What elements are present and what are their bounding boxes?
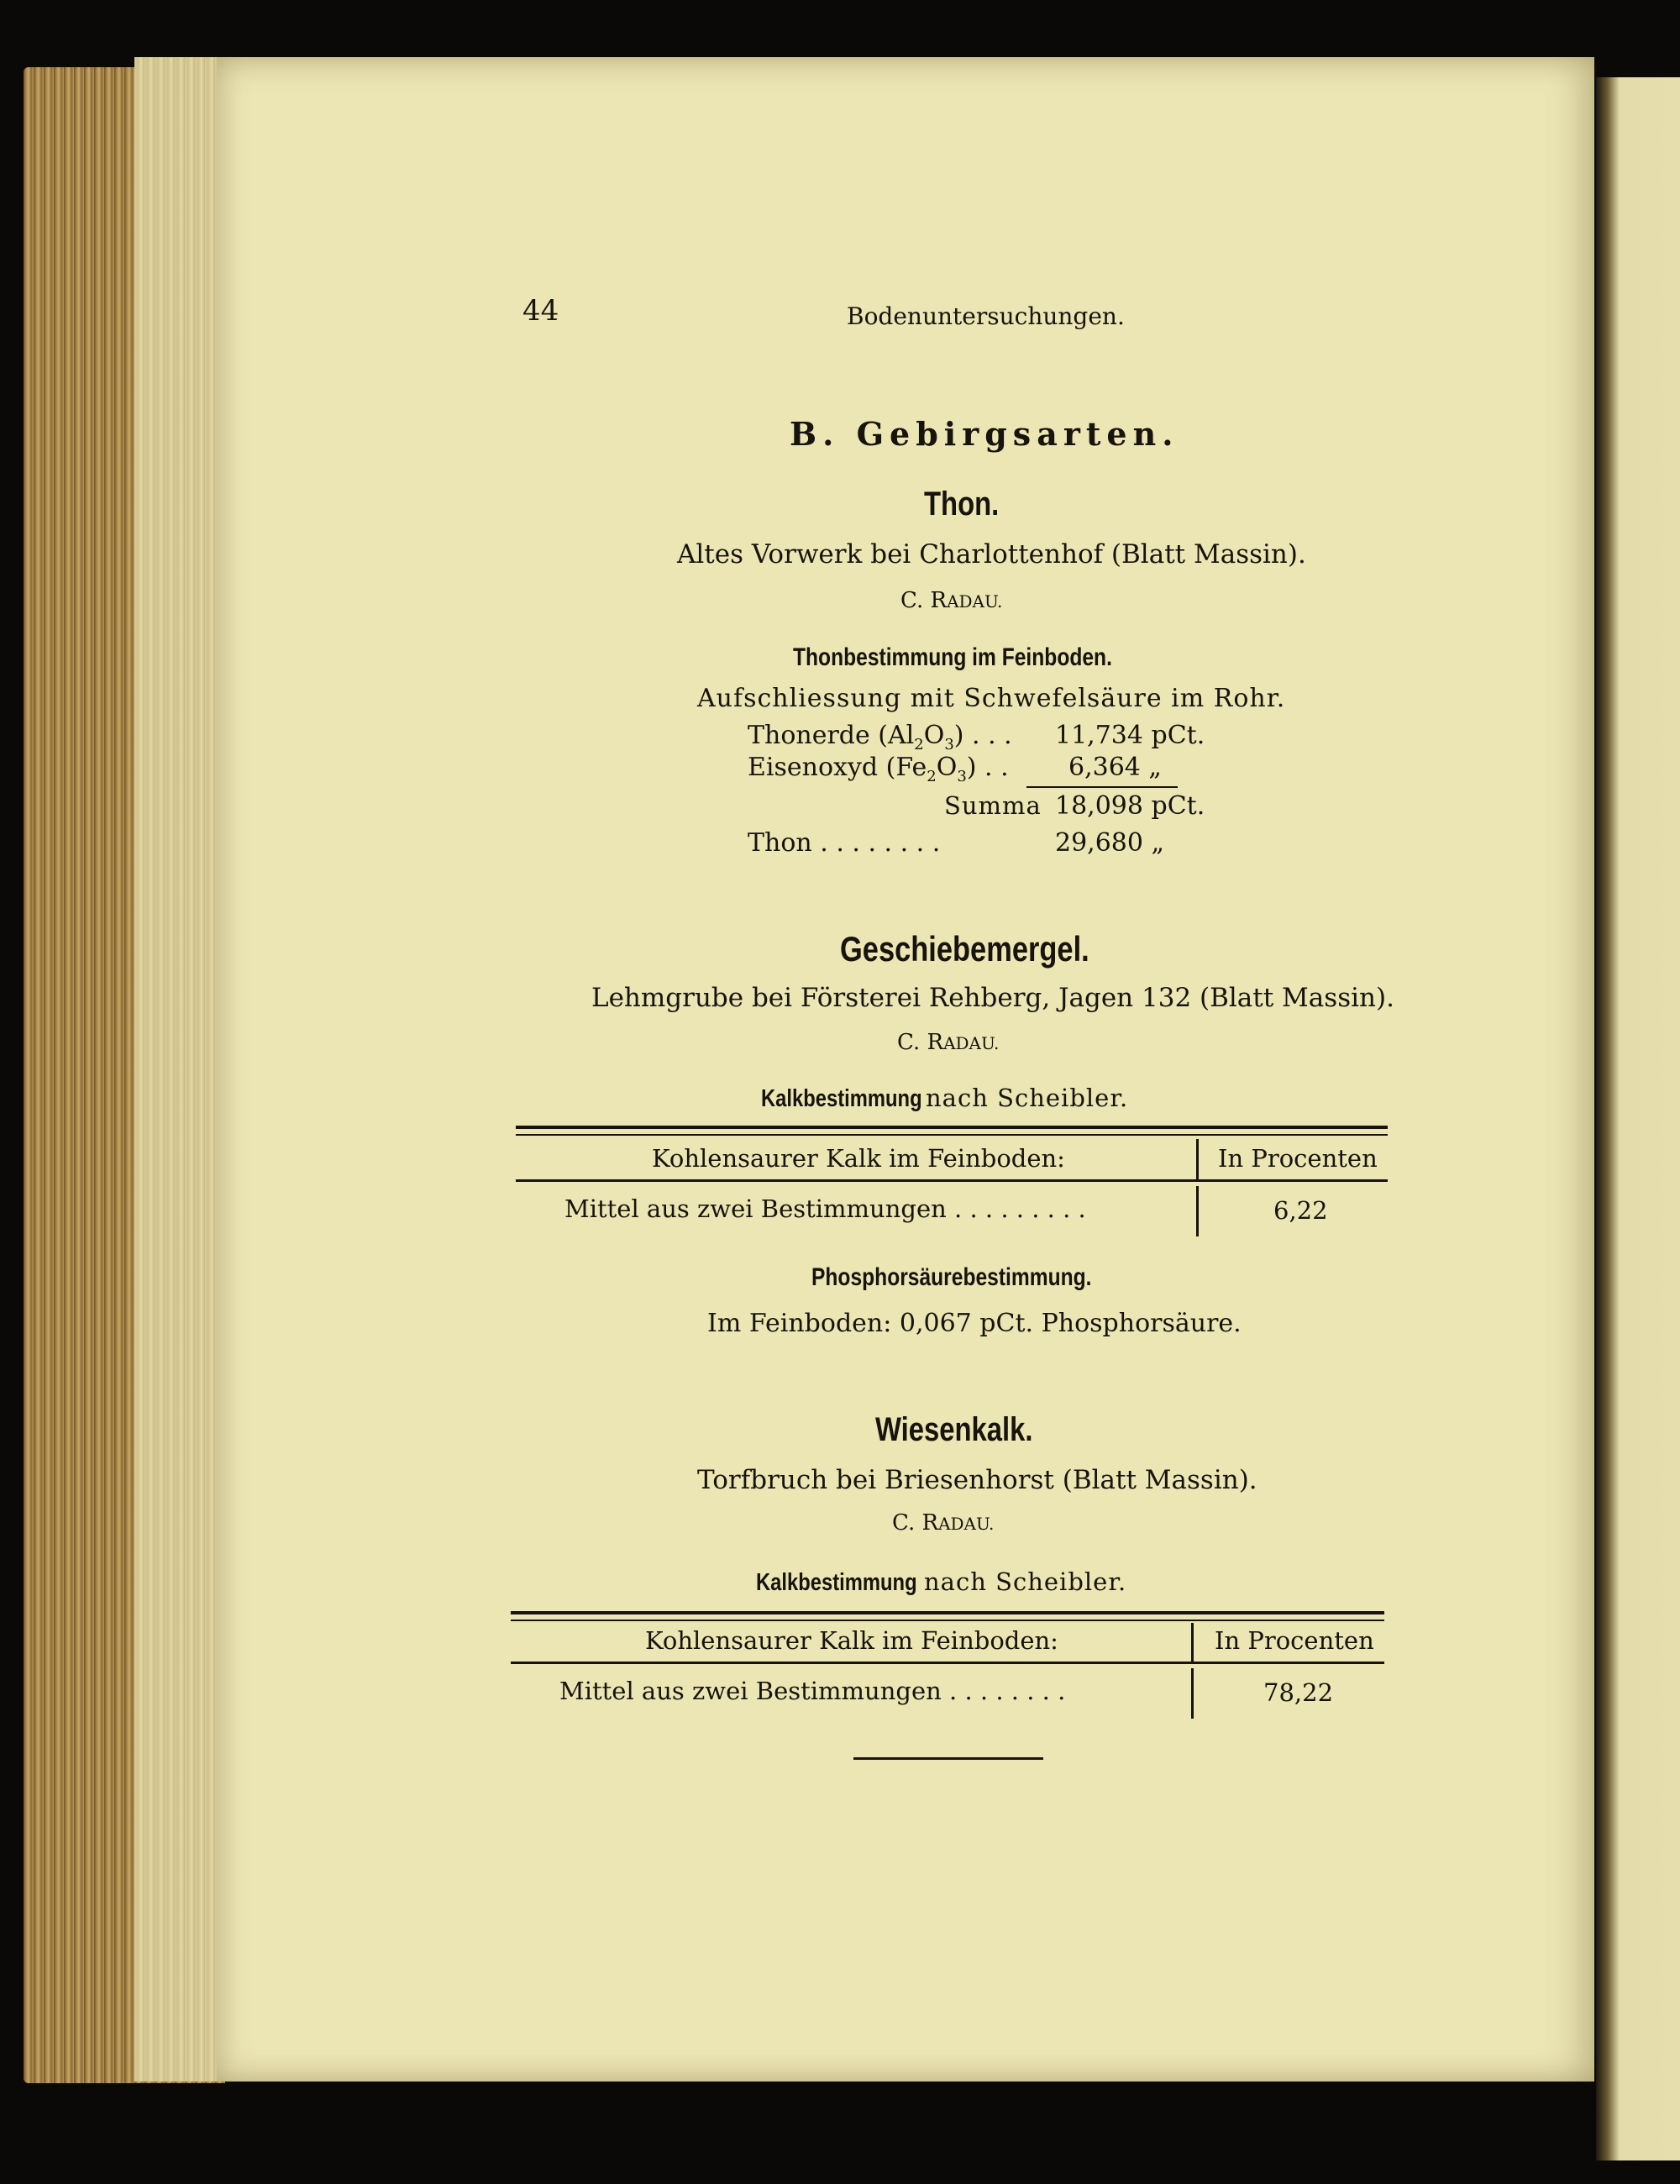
table-column-divider	[1196, 1139, 1199, 1179]
table-column-divider	[1191, 1623, 1194, 1662]
summa-label: Summa	[944, 791, 1042, 820]
sub-rest: nach Scheibler.	[926, 1084, 1129, 1112]
table-column-divider	[1196, 1186, 1199, 1236]
sub-bold: Kalkbestimmung	[761, 1085, 922, 1112]
table-top-rule	[511, 1611, 1384, 1614]
thon-heading: Thon.	[924, 486, 1000, 522]
table-row-value: 78,22	[1263, 1678, 1334, 1707]
thon-method: Aufschliessung mit Schwefelsäure im Rohr.	[697, 684, 1286, 713]
subscript: 2	[914, 736, 924, 753]
summa-value: 18,098 pCt.	[1055, 791, 1205, 821]
thon-location: Altes Vorwerk bei Charlottenhof (Blatt Massin).	[677, 539, 1306, 570]
page-stack-edge	[134, 57, 227, 2082]
table-top-rule-thin	[511, 1620, 1384, 1621]
thon-subheading: Thonbestimmung im Feinboden.	[793, 643, 1112, 671]
geschiebemergel-location: Lehmgrube bei Försterei Rehberg, Jagen 132 (Blatt Massin).	[591, 983, 1394, 1013]
eisenoxyd-label	[748, 753, 1009, 785]
phosphor-text: Im Feinboden: 0,067 pCt. Phosphorsäure.	[707, 1309, 1242, 1338]
thon-author	[900, 588, 1002, 613]
table-header-col1: Kohlensaurer Kalk im Feinboden:	[645, 1626, 1058, 1655]
label-mid: O	[923, 721, 945, 750]
thonerde-value: 11,734 pCt.	[1055, 721, 1205, 750]
wiesenkalk-author	[892, 1510, 994, 1536]
geschiebemergel-author	[897, 1030, 999, 1055]
label-mid: O	[936, 753, 958, 782]
subscript: 3	[957, 768, 967, 785]
section-title: B. Gebirgsarten.	[790, 415, 1179, 453]
table-top-rule	[516, 1126, 1388, 1129]
geschiebemergel-subheading	[761, 1084, 1128, 1113]
book-page	[217, 57, 1594, 2082]
sub-bold: Kalkbestimmung	[756, 1569, 917, 1596]
subscript: 3	[944, 736, 954, 753]
author-rest: ADAU.	[943, 1033, 1000, 1053]
table-row-label: Mittel aus zwei Bestimmungen . . . . . . . . .	[564, 1194, 1086, 1223]
label-post: ) . . .	[953, 721, 1012, 750]
end-rule	[853, 1757, 1043, 1760]
table-header-col1: Kohlensaurer Kalk im Feinboden:	[652, 1144, 1065, 1173]
author-rest: ADAU.	[938, 1514, 995, 1534]
wiesenkalk-location: Torfbruch bei Briesenhorst (Blatt Massin).	[697, 1465, 1257, 1495]
table-header-rule	[516, 1179, 1388, 1182]
table-header-rule	[511, 1662, 1384, 1664]
table-row-label: Mittel aus zwei Bestimmungen . . . . . . . .	[559, 1677, 1066, 1705]
page-number: 44	[522, 294, 559, 328]
thonerde-label	[748, 721, 1012, 753]
author-initial: C. R	[897, 1030, 944, 1055]
wiesenkalk-subheading	[756, 1567, 1126, 1597]
author-rest: ADAU.	[947, 591, 1003, 612]
table-header-col2: In Procenten	[1215, 1626, 1374, 1655]
label-pre: Thonerde (Al	[748, 721, 915, 750]
eisenoxyd-value: 6,364 „	[1068, 753, 1162, 782]
facing-page-edge	[1596, 77, 1680, 2160]
geschiebemergel-heading: Geschiebemergel.	[840, 929, 1089, 969]
table-top-rule-thin	[516, 1134, 1388, 1136]
thon-total-value: 29,680 „	[1055, 828, 1165, 858]
table-header-col2: In Procenten	[1218, 1144, 1378, 1173]
label-pre: Eisenoxyd (Fe	[748, 753, 927, 782]
sum-rule	[1026, 786, 1178, 788]
sub-rest: nach Scheibler.	[924, 1567, 1127, 1596]
thon-total-label: Thon . . . . . . . .	[748, 828, 941, 858]
wiesenkalk-heading: Wiesenkalk.	[875, 1411, 1033, 1448]
running-title: Bodenuntersuchungen.	[847, 302, 1125, 330]
author-initial: C. R	[892, 1510, 939, 1536]
subscript: 2	[927, 768, 937, 785]
author-initial: C. R	[900, 588, 948, 613]
table-row-value: 6,22	[1273, 1196, 1328, 1225]
phosphor-heading: Phosphorsäurebestimmung.	[811, 1263, 1092, 1291]
table-column-divider	[1191, 1668, 1194, 1719]
label-post: ) . .	[966, 753, 1009, 782]
